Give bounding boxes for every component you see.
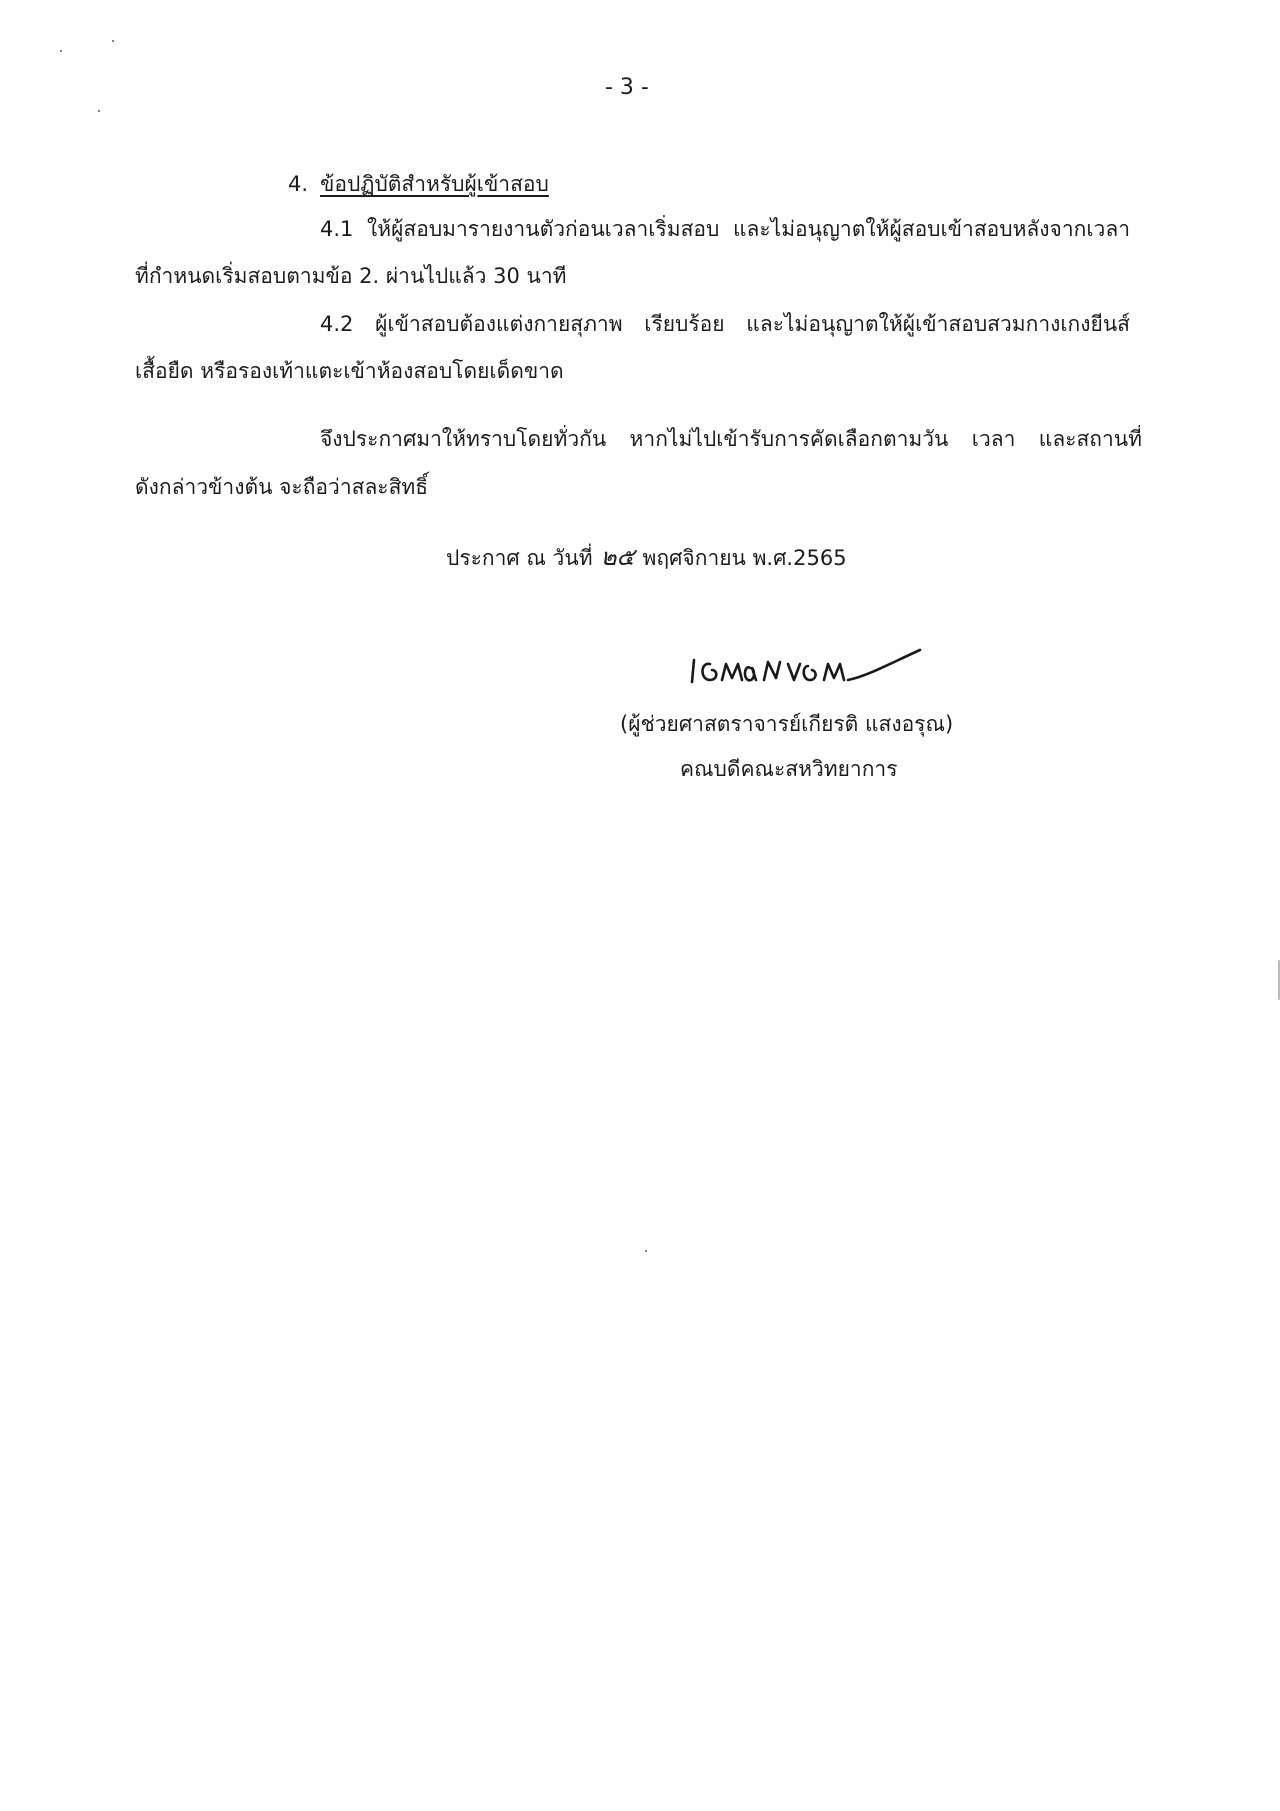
item-4-2-line-2: เสื้อยืด หรือรองเท้าแตะเข้าห้องสอบโดยเด็ดขาด: [135, 359, 564, 383]
section-number: 4.: [288, 172, 309, 196]
item-4-1-line-2: ที่กำหนดเริ่มสอบตามข้อ 2. ผ่านไปแล้ว 30 นาที: [135, 264, 567, 288]
signer-position: คณบดีคณะสหวิทยาการ: [680, 757, 898, 781]
signer-name: (ผู้ช่วยศาสตราจารย์เกียรติ แสงอรุณ): [620, 712, 954, 736]
date-prefix: ประกาศ ณ วันที่: [446, 546, 593, 570]
item-4-1-line-1: 4.1 ให้ผู้สอบมารายงานตัวก่อนเวลาเริ่มสอบ และไม่อนุญาตให้ผู้สอบเข้าสอบหลังจากเวลา: [320, 217, 1130, 241]
closing-paragraph-line-2: ดังกล่าวข้างต้น จะถือว่าสละสิทธิ์: [135, 475, 429, 499]
date-suffix: พฤศจิกายน พ.ศ.2565: [642, 546, 847, 570]
section-title: ข้อปฏิบัติสำหรับผู้เข้าสอบ: [320, 172, 549, 196]
page-number: - 3 -: [605, 75, 649, 100]
announcement-date: [446, 543, 847, 572]
scan-speck: [60, 50, 62, 52]
date-day-handwritten: ๒๕: [600, 543, 635, 571]
scan-speck: [112, 40, 114, 42]
closing-paragraph-line-1: จึงประกาศมาให้ทราบโดยทั่วกัน หากไม่ไปเข้ารับการคัดเลือกตามวัน เวลา และสถานที่: [320, 427, 1142, 451]
handwritten-signature: [688, 640, 928, 690]
scan-speck: [98, 110, 100, 112]
scan-speck: [645, 1250, 647, 1252]
section-heading: [288, 170, 549, 198]
item-4-2-line-1: 4.2 ผู้เข้าสอบต้องแต่งกายสุภาพ เรียบร้อย และไม่อนุญาตให้ผู้เข้าสอบสวมกางเกงยีนส์: [320, 312, 1130, 336]
